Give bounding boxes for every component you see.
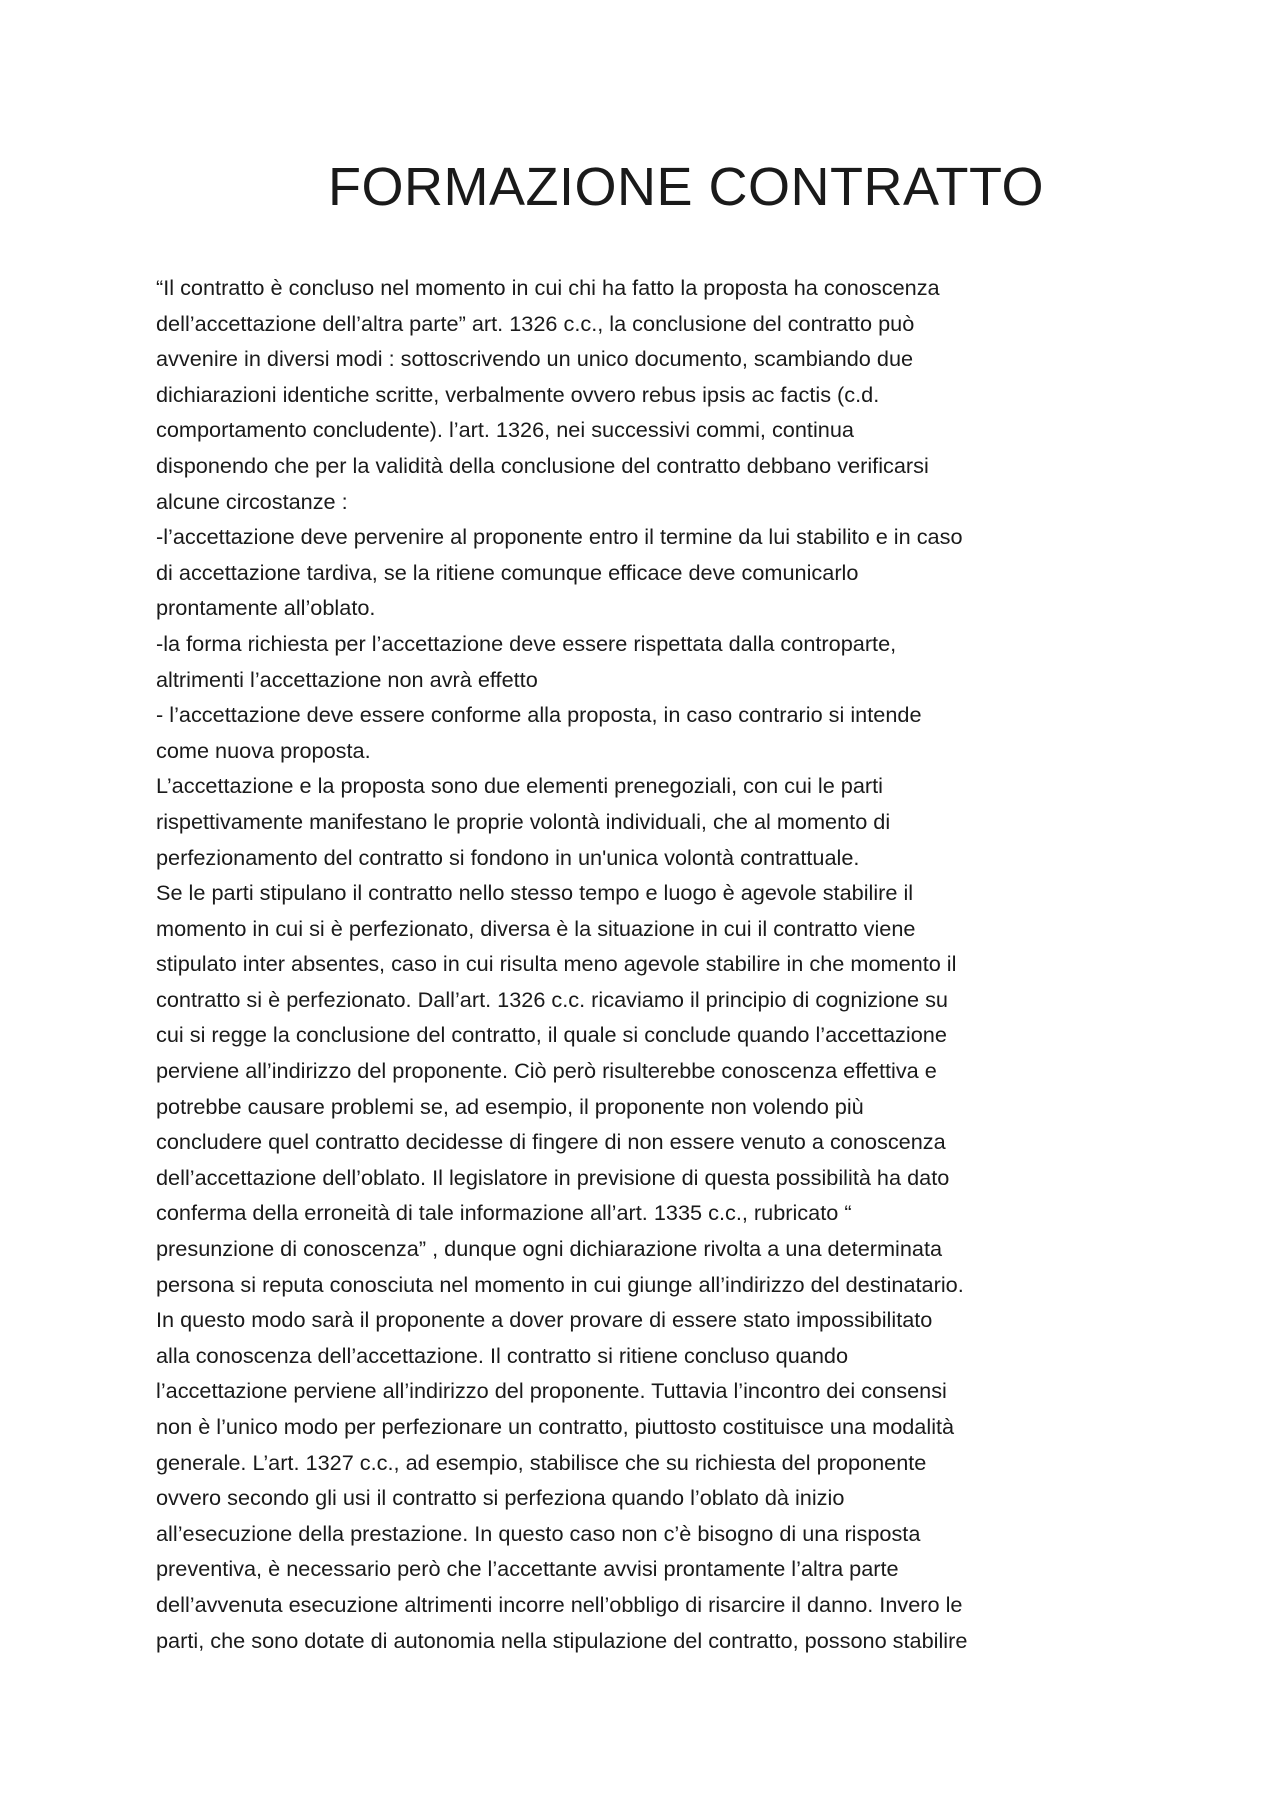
text-line: contratto si è perfezionato. Dall’art. 1326 c.c. ricaviamo il principio di cognizione su	[156, 986, 948, 1012]
text-line: stipulato inter absentes, caso in cui risulta meno agevole stabilire in che momento il	[156, 951, 957, 977]
text-line: L’accettazione e la proposta sono due elementi prenegoziali, con cui le parti	[156, 773, 883, 799]
text-line: rispettivamente manifestano le proprie volontà individuali, che al momento di	[156, 808, 891, 834]
text-line: “Il contratto è concluso nel momento in cui chi ha fatto la proposta ha conoscenza	[156, 275, 940, 300]
text-line: non è l’unico modo per perfezionare un contratto, piuttosto costituisce una modalità	[156, 1414, 955, 1439]
text-line: dichiarazioni identiche scritte, verbalmente ovvero rebus ipsis ac factis (c.d.	[156, 381, 880, 407]
text-line: In questo modo sarà il proponente a dover provare di essere stato impossibilitato	[156, 1307, 933, 1333]
text-line: alcune circostanze :	[156, 488, 348, 514]
text-line: perviene all’indirizzo del proponente. Ciò però risulterebbe conoscenza effettiva e	[156, 1058, 937, 1084]
text-line: l’accettazione perviene all’indirizzo del proponente. Tuttavia l’incontro dei consensi	[156, 1378, 947, 1404]
text-line: cui si regge la conclusione del contratto, il quale si conclude quando l’accettazione	[156, 1022, 947, 1048]
text-line: prontamente all’oblato.	[156, 595, 376, 621]
text-line: presunzione di conoscenza” , dunque ogni dichiarazione rivolta a una determinata	[156, 1236, 943, 1262]
text-line: dell’accettazione dell’oblato. Il legislatore in previsione di questa possibilità ha dato	[156, 1164, 950, 1190]
text-line: momento in cui si è perfezionato, diversa è la situazione in cui il contratto viene	[156, 915, 916, 941]
text-line: - l’accettazione deve essere conforme alla proposta, in caso contrario si intende	[156, 702, 922, 728]
text-line: parti, che sono dotate di autonomia nella stipulazione del contratto, possono stabilire	[156, 1627, 968, 1653]
text-line: disponendo che per la validità della conclusione del contratto debbano verificarsi	[156, 452, 929, 478]
text-line: comportamento concludente). l’art. 1326, nei successivi commi, continua	[156, 417, 854, 443]
text-line: conferma della erroneità di tale informazione all’art. 1335 c.c., rubricato “	[156, 1200, 852, 1226]
text-line: dell’accettazione dell’altra parte” art. 1326 c.c., la conclusione del contratto può	[156, 310, 915, 336]
text-line: altrimenti l’accettazione non avrà effetto	[156, 666, 538, 692]
text-line: di accettazione tardiva, se la ritiene comunque efficace deve comunicarlo	[156, 559, 859, 585]
text-line: preventiva, è necessario però che l’accettante avvisi prontamente l’altra parte	[156, 1556, 899, 1582]
text-line: concludere quel contratto decidesse di fingere di non essere venuto a conoscenza	[156, 1129, 946, 1155]
text-line: -la forma richiesta per l’accettazione deve essere rispettata dalla controparte,	[156, 630, 897, 656]
text-line: generale. L’art. 1327 c.c., ad esempio, stabilisce che su richiesta del proponente	[156, 1449, 927, 1475]
document-title: FORMAZIONE CONTRATTO	[328, 157, 1044, 217]
text-line: ovvero secondo gli usi il contratto si perfeziona quando l’oblato dà inizio	[156, 1485, 845, 1511]
text-line: all’esecuzione della prestazione. In questo caso non c’è bisogno di una risposta	[156, 1520, 921, 1546]
text-line: perfezionamento del contratto si fondono in un'unica volontà contrattuale.	[156, 844, 860, 870]
document-body	[156, 270, 1156, 1658]
text-line: alla conoscenza dell’accettazione. Il contratto si ritiene concluso quando	[156, 1342, 849, 1368]
text-line: avvenire in diversi modi : sottoscrivendo un unico documento, scambiando due	[156, 346, 914, 372]
text-line: come nuova proposta.	[156, 737, 371, 763]
text-line: dell’avvenuta esecuzione altrimenti incorre nell’obbligo di risarcire il danno. Invero le	[156, 1591, 963, 1617]
text-line: -l’accettazione deve pervenire al proponente entro il termine da lui stabilito e in caso	[156, 524, 963, 550]
text-line: persona si reputa conosciuta nel momento in cui giunge all’indirizzo del destinatario.	[156, 1271, 964, 1297]
text-line: potrebbe causare problemi se, ad esempio, il proponente non volendo più	[156, 1093, 864, 1119]
text-line: Se le parti stipulano il contratto nello stesso tempo e luogo è agevole stabilire il	[156, 880, 914, 906]
